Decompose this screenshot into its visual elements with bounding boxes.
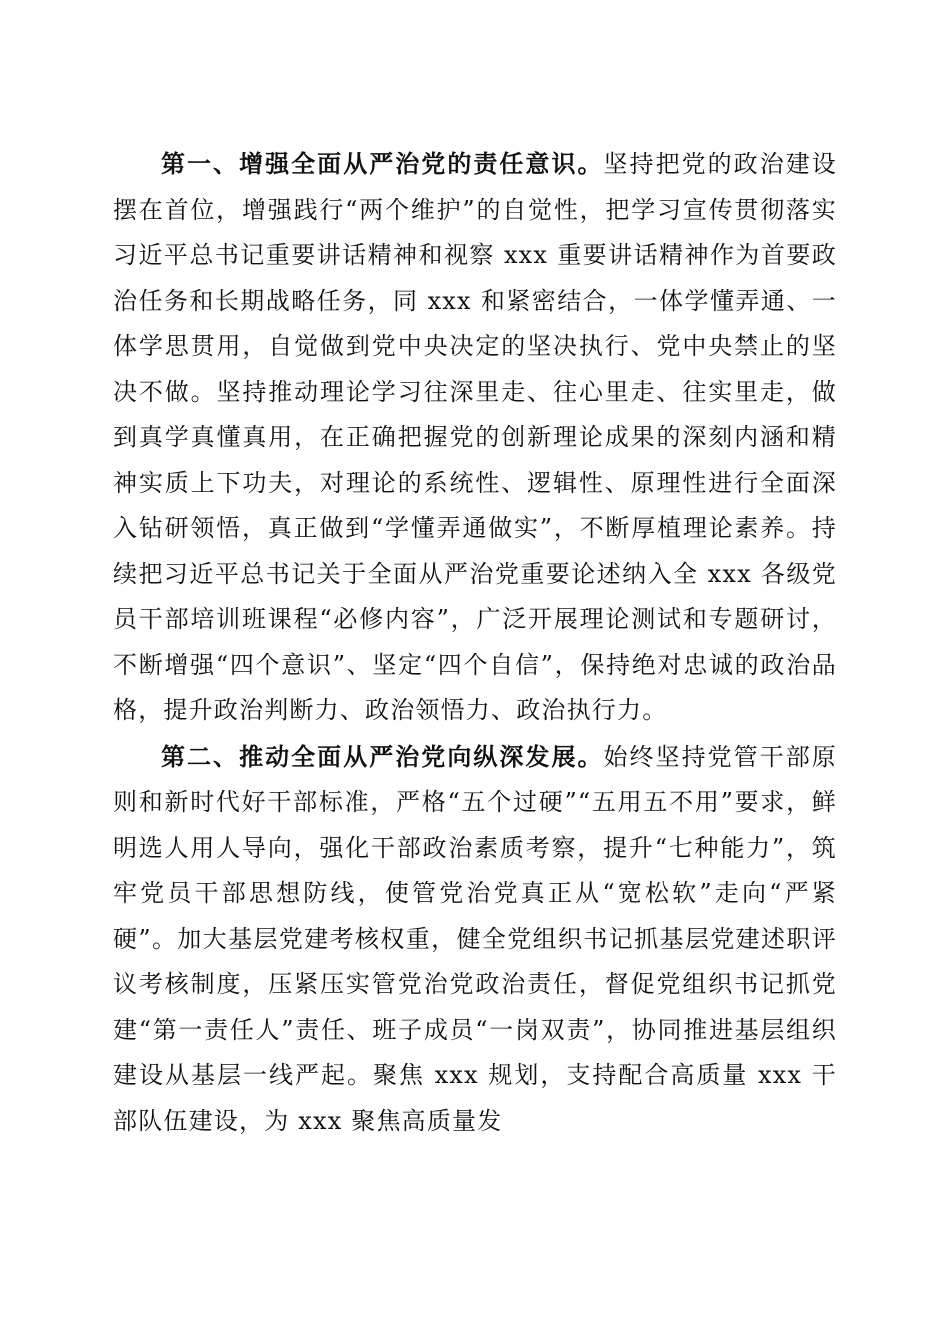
- paragraph-second: [113, 734, 837, 1145]
- document-body: [113, 141, 837, 1144]
- paragraph-first: [113, 141, 837, 734]
- paragraph-first-text: 坚持把党的政治建设摆在首位，增强践行“两个维护”的自觉性，把学习宣传贯彻落实习近平总书记重要讲话精神和视察 xxx 重要讲话精神作为首要政治任务和长期战略任务，同 xxx 和紧密结合，一体学懂弄通、一体学思贯用，自觉做到党中央决定的坚决执行、党中央禁止的坚决不做。坚持推动理论学习往深里走、往心里走、往实里走，做到真学真懂真用，在正确把握党的创新理论成果的深刻内涵和精神实质上下功夫，对理论的系统性、逻辑性、原理性进行全面深入钻研领悟，真正做到“学懂弄通做实”，不断厚植理论素养。持续把习近平总书记关于全面从严治党重要论述纳入全 xxx 各级党员干部培训班课程“必修内容”，广泛开展理论测试和专题研讨，不断增强“四个意识”、坚定“四个自信”，保持绝对忠诚的政治品格，提升政治判断力、政治领悟力、政治执行力。: [113, 150, 837, 724]
- paragraph-second-text: 始终坚持党管干部原则和新时代好干部标准，严格“五个过硬”“五用五不用”要求，鲜明选人用人导向，强化干部政治素质考察，提升“七种能力”，筑牢党员干部思想防线，使管党治党真正从“宽松软”走向“严紧硬”。加大基层党建考核权重，健全党组织书记抓基层党建述职评议考核制度，压紧压实管党治党政治责任，督促党组织书记抓党建“第一责任人”责任、班子成员“一岗双责”，协同推进基层组织建设从基层一线严起。聚焦 xxx 规划，支持配合高质量 xxx 干部队伍建设，为 xxx 聚焦高质量发: [113, 742, 837, 1135]
- paragraph-first-heading: 第一、增强全面从严治党的责任意识。: [161, 149, 604, 178]
- paragraph-second-heading: 第二、推动全面从严治党向纵深发展。: [161, 741, 604, 771]
